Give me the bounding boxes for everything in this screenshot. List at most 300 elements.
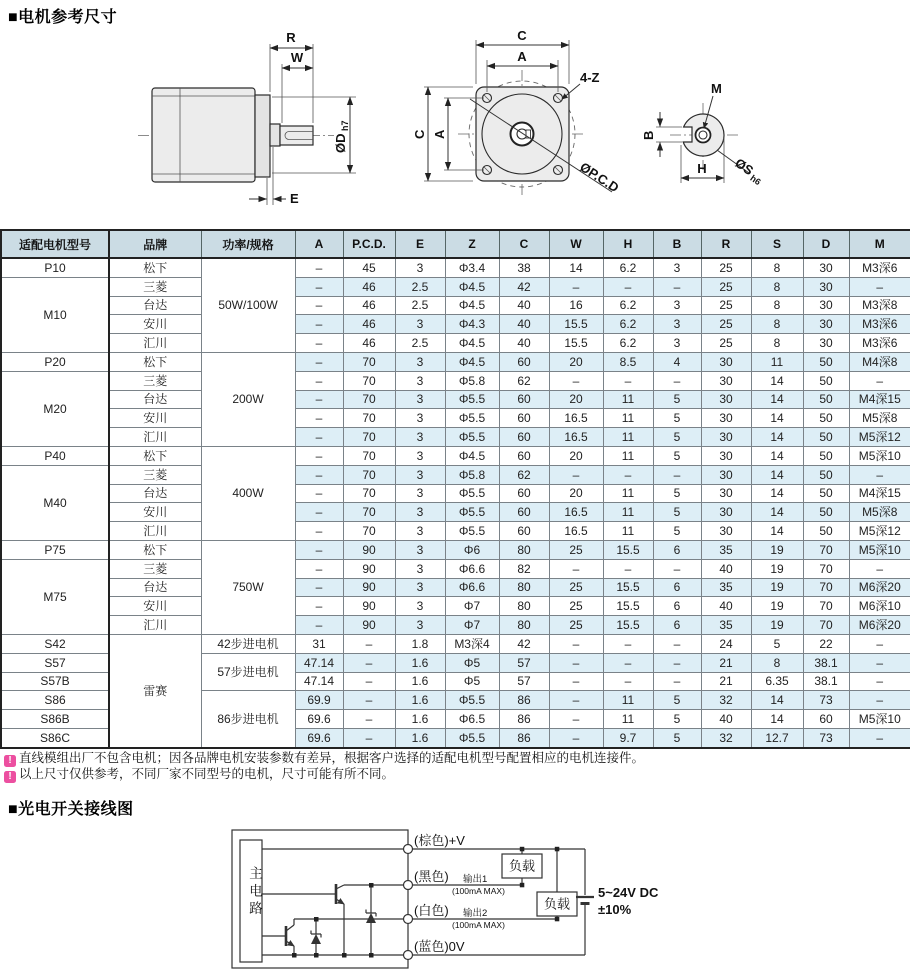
table-cell: 3 (395, 390, 445, 409)
table-cell: 19 (751, 597, 803, 616)
table-cell: 6 (653, 597, 701, 616)
table-cell: P20 (1, 352, 109, 371)
table-row (1, 409, 910, 428)
table-cell: 16.5 (549, 522, 603, 541)
table-cell: 安川 (109, 597, 201, 616)
table-cell: 50 (803, 465, 849, 484)
dim-label-pcd (577, 159, 621, 195)
table-cell: 9.7 (603, 728, 653, 747)
table-cell: – (295, 540, 343, 559)
table-cell: – (549, 728, 603, 747)
table-cell: 86 (499, 710, 549, 729)
table-cell: 30 (701, 352, 751, 371)
table-row (1, 277, 910, 296)
table-cell: – (653, 277, 701, 296)
table-cell: 松下 (109, 258, 201, 277)
table-cell: 70 (343, 352, 395, 371)
table-cell: 15.5 (549, 334, 603, 353)
table-cell: 25 (701, 296, 751, 315)
table-cell: 70 (343, 371, 395, 390)
table-cell: 3 (395, 522, 445, 541)
table-row (1, 578, 910, 597)
table-cell: 30 (803, 258, 849, 277)
table-cell: 50 (803, 446, 849, 465)
table-cell: M40 (1, 465, 109, 540)
column-header: 品牌 (109, 230, 201, 258)
column-header: M (849, 230, 910, 258)
table-cell: 6 (653, 616, 701, 635)
table-row (1, 503, 910, 522)
table-cell: 70 (803, 597, 849, 616)
main-circuit-label: 主电路 (247, 866, 262, 919)
table-cell: M6深10 (849, 597, 910, 616)
table-cell: Φ5.5 (445, 522, 499, 541)
table-cell: 14 (751, 409, 803, 428)
table-cell: 32 (701, 728, 751, 747)
dim-label-4z: 4-Z (580, 70, 600, 85)
svg-text:ØP.C.D: ØP.C.D (577, 159, 622, 196)
table-cell: P75 (1, 540, 109, 559)
table-cell: 台达 (109, 484, 201, 503)
table-row (1, 616, 910, 635)
table-cell: 5 (653, 522, 701, 541)
table-cell: 3 (395, 540, 445, 559)
table-cell: 32 (701, 691, 751, 710)
column-header: Z (445, 230, 499, 258)
table-cell: 3 (395, 352, 445, 371)
table-cell: 14 (751, 371, 803, 390)
table-cell: 60 (499, 409, 549, 428)
table-cell: 15.5 (603, 616, 653, 635)
table-cell: – (549, 559, 603, 578)
table-cell: 70 (803, 540, 849, 559)
wire-black-output-label: 输出1 (463, 874, 488, 885)
table-cell: P10 (1, 258, 109, 277)
table-row (1, 352, 910, 371)
table-cell: S42 (1, 634, 109, 653)
table-cell: 11 (751, 352, 803, 371)
table-cell: 雷赛 (109, 634, 201, 747)
wire-white-max-label: (100mA MAX) (452, 920, 505, 930)
photoelectric-switch-wiring-diagram (0, 822, 910, 974)
table-cell: 11 (603, 522, 653, 541)
table-cell: 82 (499, 559, 549, 578)
table-cell: 30 (701, 484, 751, 503)
table-cell: 1.6 (395, 691, 445, 710)
table-cell: 30 (803, 296, 849, 315)
table-cell: 40 (499, 296, 549, 315)
dim-label-c-left (412, 129, 427, 139)
table-cell: – (653, 672, 701, 691)
table-cell: 5 (653, 428, 701, 447)
column-header: E (395, 230, 445, 258)
table-row (1, 540, 910, 559)
table-cell: 15.5 (603, 540, 653, 559)
table-cell: 3 (653, 315, 701, 334)
table-cell: – (295, 578, 343, 597)
wire-black-label: (黑色) (414, 869, 449, 884)
table-cell: – (549, 691, 603, 710)
table-cell: – (849, 465, 910, 484)
table-cell: 69.6 (295, 728, 343, 747)
table-cell: 三菱 (109, 559, 201, 578)
svg-text:h6: h6 (748, 172, 763, 188)
table-cell: 42步进电机 (201, 634, 295, 653)
dim-label-a-top: A (517, 49, 527, 64)
table-cell: M4深8 (849, 352, 910, 371)
table-cell: – (849, 728, 910, 747)
table-cell: M4深15 (849, 390, 910, 409)
table-cell: 46 (343, 315, 395, 334)
table-cell: 38 (499, 258, 549, 277)
table-cell: 3 (653, 258, 701, 277)
section-title-motor-dimensions: ■电机参考尺寸 (8, 9, 118, 26)
dim-label-r: R (286, 30, 296, 45)
table-cell: 5 (751, 634, 803, 653)
table-cell: 11 (603, 446, 653, 465)
power-voltage-label: 5~24V DC (598, 885, 659, 900)
table-cell: 57 (499, 672, 549, 691)
table-cell: 15.5 (603, 597, 653, 616)
table-row (1, 390, 910, 409)
wire-black-max-label: (100mA MAX) (452, 886, 505, 896)
table-cell: 3 (395, 616, 445, 635)
table-cell: S57 (1, 653, 109, 672)
table-cell: – (295, 390, 343, 409)
table-cell: 30 (701, 446, 751, 465)
table-cell: 70 (803, 578, 849, 597)
table-cell: 6 (653, 578, 701, 597)
table-cell: 50 (803, 428, 849, 447)
table-cell: 30 (701, 409, 751, 428)
dim-label-e: E (290, 191, 299, 206)
table-cell: 90 (343, 578, 395, 597)
table-cell: – (849, 277, 910, 296)
column-header: 功率/规格 (201, 230, 295, 258)
table-cell: 42 (499, 277, 549, 296)
table-cell: 60 (499, 428, 549, 447)
table-cell: M5深8 (849, 409, 910, 428)
table-cell: 47.14 (295, 672, 343, 691)
dim-label-dia-d (333, 120, 350, 153)
table-cell: 安川 (109, 503, 201, 522)
table-cell: Φ7 (445, 616, 499, 635)
table-cell: 3 (395, 597, 445, 616)
table-cell: 38.1 (803, 672, 849, 691)
table-cell: Φ4.5 (445, 277, 499, 296)
table-cell: 60 (499, 503, 549, 522)
table-cell: 25 (549, 597, 603, 616)
table-cell: – (849, 672, 910, 691)
table-cell: M75 (1, 559, 109, 634)
table-cell: 45 (343, 258, 395, 277)
table-cell: 30 (701, 428, 751, 447)
column-header: D (803, 230, 849, 258)
table-cell: – (295, 334, 343, 353)
table-cell: – (653, 371, 701, 390)
table-cell: – (653, 559, 701, 578)
table-row (1, 315, 910, 334)
table-cell: 200W (201, 352, 295, 446)
table-cell: 70 (343, 428, 395, 447)
column-header: A (295, 230, 343, 258)
table-cell: 73 (803, 728, 849, 747)
table-cell: 14 (751, 484, 803, 503)
table-cell: M5深12 (849, 522, 910, 541)
table-cell: 汇川 (109, 522, 201, 541)
table-cell: – (849, 371, 910, 390)
table-cell: 38.1 (803, 653, 849, 672)
table-cell: – (653, 653, 701, 672)
table-cell: S86 (1, 691, 109, 710)
table-cell: Φ4.5 (445, 352, 499, 371)
table-cell: 19 (751, 540, 803, 559)
table-cell: 8 (751, 315, 803, 334)
table-cell: 70 (343, 465, 395, 484)
table-cell: 60 (499, 522, 549, 541)
table-cell: 80 (499, 597, 549, 616)
table-cell: 60 (499, 446, 549, 465)
table-cell: 90 (343, 559, 395, 578)
table-cell: – (295, 484, 343, 503)
table-cell: 25 (701, 334, 751, 353)
table-cell: M3深4 (445, 634, 499, 653)
table-cell: 1.6 (395, 653, 445, 672)
table-cell: 3 (395, 578, 445, 597)
table-cell: 21 (701, 653, 751, 672)
warning-icon: ! (4, 755, 16, 767)
wire-white-label: (白色) (414, 903, 449, 918)
table-cell: 5 (653, 484, 701, 503)
table-cell: – (603, 465, 653, 484)
table-cell: – (295, 352, 343, 371)
table-cell: 50 (803, 484, 849, 503)
table-cell: 30 (701, 503, 751, 522)
table-cell: S57B (1, 672, 109, 691)
table-cell: 8 (751, 296, 803, 315)
table-cell: 30 (803, 315, 849, 334)
table-cell: M20 (1, 371, 109, 446)
table-cell: 5 (653, 728, 701, 747)
table-cell: 90 (343, 616, 395, 635)
table-cell: 2.5 (395, 296, 445, 315)
table-cell: 40 (499, 315, 549, 334)
table-cell: – (295, 277, 343, 296)
column-header: H (603, 230, 653, 258)
table-row (1, 371, 910, 390)
table-cell: 12.7 (751, 728, 803, 747)
table-row (1, 446, 910, 465)
table-cell: 松下 (109, 352, 201, 371)
table-cell: 15.5 (603, 578, 653, 597)
table-cell: 5 (653, 503, 701, 522)
column-header: R (701, 230, 751, 258)
table-cell: 5 (653, 390, 701, 409)
table-cell: 5 (653, 446, 701, 465)
table-cell: – (343, 728, 395, 747)
table-cell: – (549, 710, 603, 729)
table-cell: – (295, 597, 343, 616)
table-cell: 3 (395, 371, 445, 390)
table-cell: – (295, 446, 343, 465)
table-cell: – (295, 428, 343, 447)
table-cell: 3 (395, 446, 445, 465)
table-cell: 60 (499, 352, 549, 371)
table-cell: 40 (701, 597, 751, 616)
table-cell: – (549, 371, 603, 390)
table-cell: 14 (751, 390, 803, 409)
table-cell: 70 (343, 484, 395, 503)
table-cell: – (295, 296, 343, 315)
table-cell: M5深12 (849, 428, 910, 447)
table-cell: 47.14 (295, 653, 343, 672)
table-cell: 70 (343, 390, 395, 409)
table-cell: M3深6 (849, 334, 910, 353)
table-cell: 16.5 (549, 428, 603, 447)
table-cell: 6.35 (751, 672, 803, 691)
note-line (4, 764, 394, 783)
table-cell: 2.5 (395, 277, 445, 296)
warning-icon: ! (4, 771, 16, 783)
table-cell: Φ5.5 (445, 691, 499, 710)
table-cell: 20 (549, 484, 603, 503)
column-header: S (751, 230, 803, 258)
table-cell: – (849, 691, 910, 710)
table-cell: – (603, 559, 653, 578)
table-cell: 30 (803, 277, 849, 296)
column-header: 适配电机型号 (1, 230, 109, 258)
table-cell: 86 (499, 728, 549, 747)
table-cell: 三菱 (109, 277, 201, 296)
table-cell: 3 (653, 334, 701, 353)
table-cell: 70 (343, 446, 395, 465)
table-cell: 8 (751, 653, 803, 672)
table-cell: Φ5.5 (445, 503, 499, 522)
table-cell: 80 (499, 616, 549, 635)
table-cell: 46 (343, 334, 395, 353)
table-cell: Φ4.3 (445, 315, 499, 334)
table-cell: 安川 (109, 315, 201, 334)
table-cell: – (849, 634, 910, 653)
table-cell: 8 (751, 277, 803, 296)
table-cell: Φ5 (445, 672, 499, 691)
dim-label-b (641, 131, 656, 140)
motor-spec-table (0, 229, 910, 749)
table-cell: M5深10 (849, 710, 910, 729)
table-cell: Φ4.5 (445, 446, 499, 465)
table-cell: 50 (803, 503, 849, 522)
table-cell: 8 (751, 258, 803, 277)
dim-label-w: W (290, 50, 304, 65)
table-cell: 90 (343, 540, 395, 559)
table-cell: Φ4.5 (445, 296, 499, 315)
table-cell: 14 (751, 691, 803, 710)
table-cell: 30 (803, 334, 849, 353)
motor-front-view (412, 28, 622, 198)
table-row (1, 296, 910, 315)
table-cell: 73 (803, 691, 849, 710)
table-cell: 16.5 (549, 409, 603, 428)
table-cell: 25 (549, 616, 603, 635)
table-cell: 19 (751, 616, 803, 635)
table-cell: 50 (803, 390, 849, 409)
column-header: W (549, 230, 603, 258)
table-cell: – (603, 634, 653, 653)
table-cell: – (549, 672, 603, 691)
table-cell: – (343, 653, 395, 672)
table-cell: 14 (751, 446, 803, 465)
table-cell: 50 (803, 371, 849, 390)
table-cell: 11 (603, 691, 653, 710)
table-cell: M3深6 (849, 258, 910, 277)
table-cell: 35 (701, 616, 751, 635)
table-cell: M6深20 (849, 578, 910, 597)
table-cell: 16.5 (549, 503, 603, 522)
table-cell: 57 (499, 653, 549, 672)
table-cell: 40 (701, 710, 751, 729)
table-row (1, 334, 910, 353)
table-cell: 25 (701, 277, 751, 296)
table-cell: 1.6 (395, 710, 445, 729)
svg-text:h7: h7 (340, 120, 350, 131)
table-cell: 3 (395, 428, 445, 447)
table-cell: Φ5 (445, 653, 499, 672)
table-cell: 1.6 (395, 728, 445, 747)
table-cell: 3 (395, 258, 445, 277)
table-cell: 60 (499, 390, 549, 409)
column-header: C (499, 230, 549, 258)
table-cell: 3 (395, 409, 445, 428)
table-cell: 69.9 (295, 691, 343, 710)
table-cell: 3 (395, 503, 445, 522)
table-cell: S86C (1, 728, 109, 747)
table-cell: 19 (751, 559, 803, 578)
table-cell: Φ5.8 (445, 371, 499, 390)
table-cell: 42 (499, 634, 549, 653)
table-cell: Φ6.5 (445, 710, 499, 729)
table-cell: Φ5.5 (445, 484, 499, 503)
table-cell: – (603, 672, 653, 691)
note-text: 直线模组出厂不包含电机；因各品牌电机安装参数有差异，根据客户选择的适配电机型号配置相应的电机连接件。 (19, 751, 645, 765)
table-cell: – (603, 371, 653, 390)
table-cell: 50 (803, 409, 849, 428)
table-cell: 14 (751, 465, 803, 484)
table-cell: 70 (803, 559, 849, 578)
table-cell: 25 (549, 540, 603, 559)
table-cell: M6深20 (849, 616, 910, 635)
table-cell: 70 (343, 522, 395, 541)
svg-text:ØS: ØS (732, 155, 757, 179)
table-cell: 750W (201, 540, 295, 634)
table-cell: 3 (395, 465, 445, 484)
table-cell: 22 (803, 634, 849, 653)
table-cell: 16 (549, 296, 603, 315)
table-cell: 30 (701, 465, 751, 484)
table-cell: Φ6 (445, 540, 499, 559)
table-cell: 14 (549, 258, 603, 277)
table-cell: 汇川 (109, 334, 201, 353)
table-cell: 50 (803, 352, 849, 371)
table-cell: M5深10 (849, 540, 910, 559)
wire-blue-label: (蓝色)0V (414, 939, 465, 954)
table-cell: Φ4.5 (445, 334, 499, 353)
table-cell: – (295, 503, 343, 522)
table-row (1, 258, 910, 277)
svg-text:C: C (412, 129, 427, 139)
table-cell: 6.2 (603, 296, 653, 315)
table-cell: Φ5.5 (445, 409, 499, 428)
table-cell: – (603, 653, 653, 672)
